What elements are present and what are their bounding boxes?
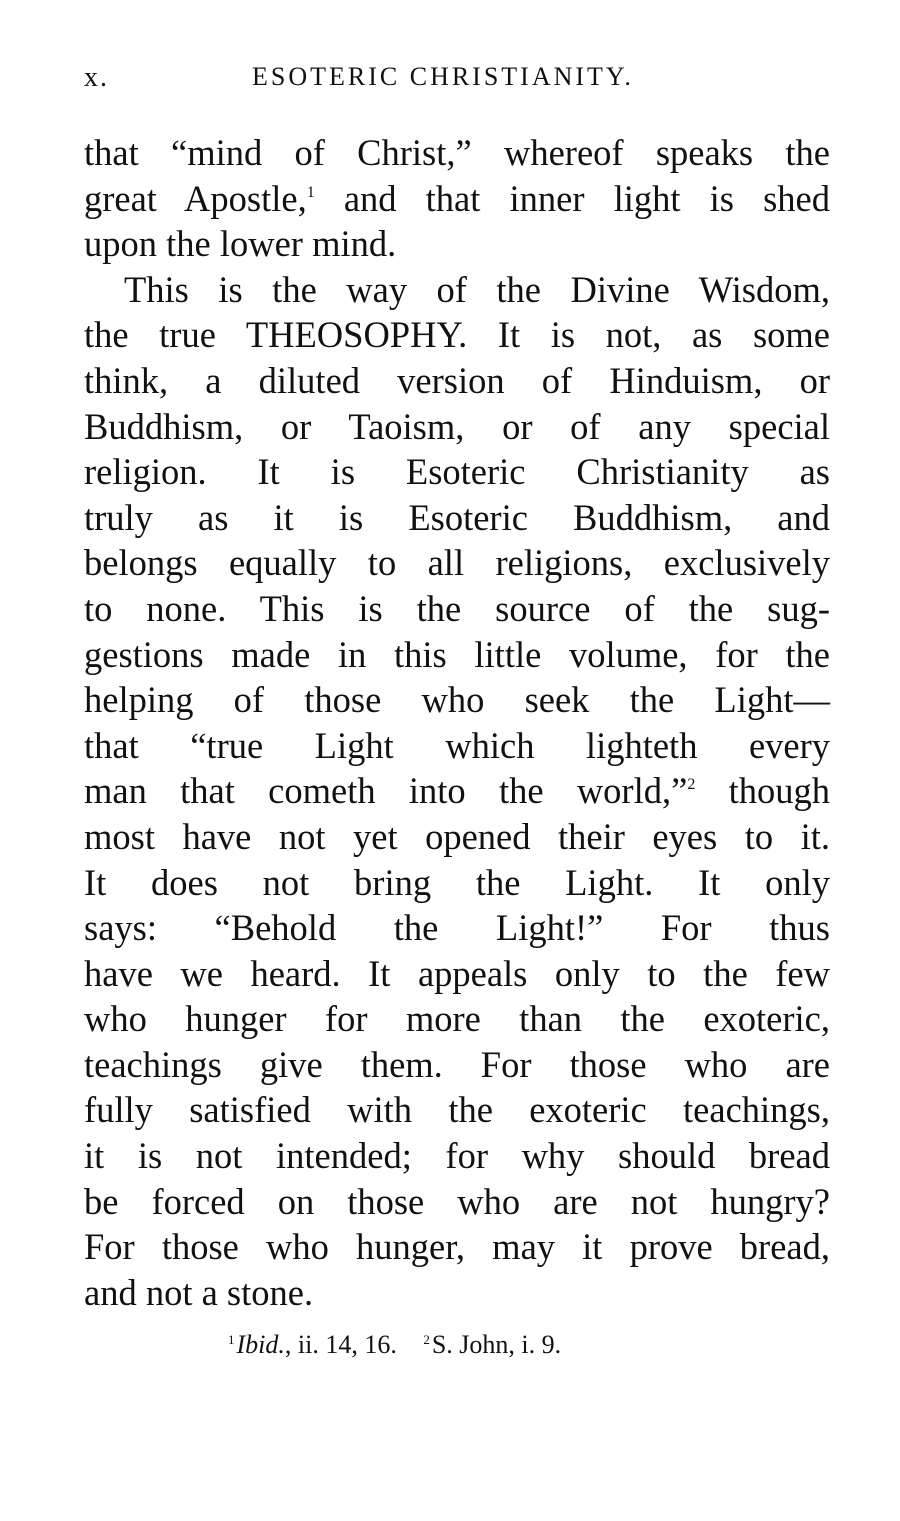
footnote-text: , ii. 14, 16. xyxy=(284,1330,397,1359)
page-number: x. xyxy=(84,62,109,93)
text-line: religion. It is Esoteric Christianity as xyxy=(84,451,830,493)
text-line: it is not intended; for why should bread xyxy=(84,1135,830,1177)
text-line: who hunger for more than the exoteric, xyxy=(84,998,830,1040)
footnote xyxy=(228,1330,397,1359)
text-line: Buddhism, or Taoism, or of any special xyxy=(84,405,830,447)
text-line: teachings give them. For those who are xyxy=(84,1043,830,1085)
text-line: belongs equally to all religions, exclusively xyxy=(84,542,830,584)
text-line: truly as it is Esoteric Buddhism, and xyxy=(84,496,830,538)
text-line: and not a stone. xyxy=(84,1271,314,1313)
running-header xyxy=(84,62,830,102)
body-text xyxy=(84,130,830,1315)
footnote-mark: 1 xyxy=(228,1332,235,1347)
text-line: think, a diluted version of Hinduism, or xyxy=(84,359,830,401)
text-line: man that cometh into the world,”$^2$ though xyxy=(84,770,831,812)
footnote-mark: 2 xyxy=(423,1332,430,1347)
text-line: most have not yet opened their eyes to it. xyxy=(84,815,830,857)
text-line: that “mind of Christ,” whereof speaks the xyxy=(84,132,830,173)
footnote-text: S. John, i. 9. xyxy=(431,1330,562,1359)
text-line: For those who hunger, may it prove bread, xyxy=(84,1226,830,1268)
footnote xyxy=(423,1330,561,1359)
text-line: have we heard. It appeals only to the few xyxy=(84,952,830,994)
text-line: that “true Light which lighteth every xyxy=(84,724,830,766)
text-line: be forced on those who are not hungry? xyxy=(84,1180,830,1222)
text-line: fully satisfied with the exoteric teachings, xyxy=(84,1089,830,1131)
text-line: gestions made in this little volume, for the xyxy=(84,633,830,675)
text-line: It does not bring the Light. It only xyxy=(84,861,830,903)
text-line: great Apostle,$^1$ and that inner light is shed xyxy=(84,177,831,219)
footnotes xyxy=(228,1330,561,1360)
footnote-source: Ibid. xyxy=(236,1330,285,1359)
text-line: helping of those who seek the Light— xyxy=(84,679,830,721)
footnote-ref: 1 xyxy=(306,183,315,201)
text-line: upon the lower mind. xyxy=(84,223,397,265)
text-line: says: “Behold the Light!” For thus xyxy=(84,907,830,949)
running-title: ESOTERIC CHRISTIANITY. xyxy=(252,62,634,91)
text-line: This is the way of the Divine Wisdom, xyxy=(124,268,830,310)
text-line: to none. This is the source of the sug- xyxy=(84,587,830,629)
text-line: the true THEOSOPHY. It is not, as some xyxy=(84,314,830,356)
footnote-ref: 2 xyxy=(687,776,696,794)
